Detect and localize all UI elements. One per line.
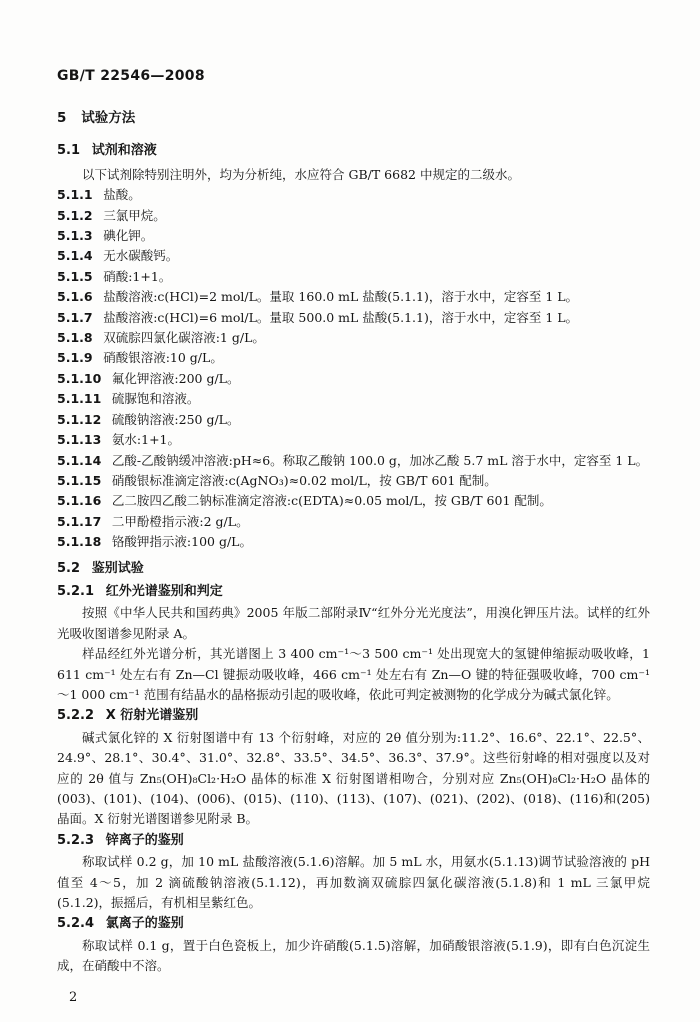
clause-5-1-12 [57, 410, 650, 430]
paragraph [57, 936, 650, 977]
clause-5-1-11 [57, 389, 650, 409]
paragraph-text: 盐酸溶液:c(HCl)=6 mol/L。量取 500.0 mL 盐酸(5.1.1)，溶于水中，定容至 1 L。 [103, 309, 579, 325]
clause-number: 5 [57, 110, 67, 126]
clause-5-1-16 [57, 491, 650, 511]
clause-5-1-2 [57, 206, 650, 226]
clause-title: 红外光谱鉴别和判定 [105, 583, 223, 599]
clause-number: 5.1.16 [57, 493, 102, 509]
paragraph-text: 二甲酚橙指示液:2 g/L。 [111, 513, 249, 529]
clause-number: 5.1.6 [57, 289, 93, 305]
clause-number: 5.1.11 [57, 391, 102, 407]
clause-5-1-1 [57, 185, 650, 205]
paragraph-text: 氟化钾溶液:200 g/L。 [111, 370, 240, 386]
clause-number: 5.1 [57, 143, 81, 159]
clause-title: 氯离子的鉴别 [105, 916, 184, 932]
clause-number: 5.1.17 [57, 513, 102, 529]
clause-5 [57, 108, 650, 128]
paragraph-text: 碱式氯化锌的 X 衍射图谱中有 13 个衍射峰，对应的 2θ 值分别为:11.2°、16.6°、22.1°、22.5°、24.9°、28.1°、30.4°、31.0°、32.8°、33.5°、34.5°、36.3°、37.9°。这些衍射峰的相对强度以及对应的 2θ 值与 Zn₅(OH)₈Cl₂·H₂O 晶体的标准 X 衍射图谱相吻合，分别对应 Zn₅(OH)₈Cl₂·H₂O 晶体的(003)、(101)、(104)、(006)、(015)、(110)、(113)、(107)、(021)、(202)、(018)、(116)和(205)晶面。X 衍射光谱图谱参见附录 B。 [57, 729, 650, 827]
clause-title: 鉴别试验 [91, 560, 144, 576]
clause-number: 5.2.3 [57, 832, 95, 848]
clause-number: 5.2 [57, 560, 81, 576]
page-number: 2 [69, 989, 78, 1005]
clause-title: 试验方法 [81, 110, 136, 126]
clause-number: 5.1.18 [57, 534, 102, 550]
paragraph-text: 乙酸-乙酸钠缓冲溶液:pH≈6。称取乙酸钠 100.0 g，加冰乙酸 5.7 mL 溶于水中，定容至 1 L。 [111, 452, 649, 468]
clause-number: 5.1.4 [57, 248, 93, 264]
paragraph [57, 603, 650, 644]
paragraph-text: 盐酸。 [103, 187, 141, 203]
clause-5-1-15 [57, 471, 650, 491]
paragraph [57, 728, 650, 830]
paragraph-text: 称取试样 0.1 g，置于白色瓷板上，加少许硝酸(5.1.5)溶解，加硝酸银溶液(5.1.9)，即有白色沉淀生成，在硝酸中不溶。 [57, 937, 650, 974]
clause-5-1-8 [57, 328, 650, 348]
paragraph-text: 硝酸银标准滴定溶液:c(AgNO₃)≈0.02 mol/L，按 GB/T 601 配制。 [111, 472, 497, 488]
clause-title: 试剂和溶液 [91, 143, 157, 159]
paragraph-text: 以下试剂除特别注明外，均为分析纯，水应符合 GB/T 6682 中规定的二级水。 [82, 166, 520, 182]
standard-code: GB/T 22546—2008 [57, 68, 205, 84]
content-blocks [57, 108, 650, 977]
clause-number: 5.1.14 [57, 452, 102, 468]
clause-number: 5.1.13 [57, 432, 102, 448]
paragraph-text: 碘化钾。 [103, 228, 154, 244]
clause-number: 5.1.1 [57, 187, 93, 203]
clause-number: 5.1.9 [57, 350, 93, 366]
clause-5-1-7 [57, 308, 650, 328]
paragraph-text: 硫脲饱和溶液。 [111, 391, 200, 407]
clause-title: X 衍射光谱鉴别 [105, 708, 199, 724]
clause-5-1-18 [57, 532, 650, 552]
clause-number: 5.1.10 [57, 370, 102, 386]
clause-5-1-17 [57, 512, 650, 532]
clause-5-1-3 [57, 226, 650, 246]
paragraph-text: 铬酸钾指示液:100 g/L。 [111, 534, 252, 550]
paragraph-text: 硝酸银溶液:10 g/L。 [103, 350, 223, 366]
paragraph-text: 硫酸钠溶液:250 g/L。 [111, 411, 240, 427]
clause-5-2-3 [57, 831, 650, 851]
clause-number: 5.2.1 [57, 583, 95, 599]
clause-5-2-1 [57, 582, 650, 602]
paragraph-text: 乙二胺四乙酸二钠标准滴定溶液:c(EDTA)≈0.05 mol/L，按 GB/T 601 配制。 [111, 493, 552, 509]
paragraph [57, 644, 650, 705]
clause-5-2-2 [57, 706, 650, 726]
clause-5-1-5 [57, 267, 650, 287]
clause-5-1-9 [57, 348, 650, 368]
clause-5-1-14 [57, 451, 650, 471]
clause-number: 5.2.4 [57, 916, 95, 932]
paragraph-text: 称取试样 0.2 g，加 10 mL 盐酸溶液(5.1.6)溶解。加 5 mL 水，用氨水(5.1.13)调节试验溶液的 pH 值至 4～5，加 2 滴硫酸钠溶液(5.1.12)，再加数滴双硫腙四氯化碳溶液(5.1.8)和 1 mL 三氯甲烷(5.1.2)，振摇后，有机相呈紫红色。 [57, 854, 650, 911]
paragraph-text: 三氯甲烷。 [103, 207, 166, 223]
clause-number: 5.1.3 [57, 228, 93, 244]
paragraph-text: 双硫腙四氯化碳溶液:1 g/L。 [103, 330, 265, 346]
paragraph-text: 氨水:1+1。 [111, 432, 181, 448]
clause-5-2 [57, 559, 650, 579]
clause-number: 5.1.7 [57, 309, 93, 325]
paragraph-text: 无水碳酸钙。 [103, 248, 179, 264]
clause-5-1-6 [57, 287, 650, 307]
paragraph-text: 按照《中华人民共和国药典》2005 年版二部附录Ⅳ“红外分光光度法”，用溴化钾压片法。试样的红外光吸收图谱参见附录 A。 [57, 605, 650, 641]
clause-number: 5.1.2 [57, 207, 93, 223]
clause-number: 5.1.15 [57, 472, 102, 488]
clause-5-1-4 [57, 246, 650, 266]
paragraph [57, 165, 650, 185]
clause-number: 5.1.8 [57, 330, 93, 346]
clause-5-2-4 [57, 914, 650, 934]
clause-number: 5.1.12 [57, 411, 102, 427]
clause-title: 锌离子的鉴别 [105, 832, 184, 848]
clause-number: 5.1.5 [57, 268, 93, 284]
clause-5-1-10 [57, 369, 650, 389]
paragraph-text: 样品经红外光谱分析，其光谱图上 3 400 cm⁻¹～3 500 cm⁻¹ 处出现宽大的氢键伸缩振动吸收峰，1 611 cm⁻¹ 处左右有 Zn—Cl 键振动吸收峰，466 cm⁻¹ 处左右有 Zn—O 键的特征强吸收峰，700 cm⁻¹～1 000 cm⁻¹ 范围有结晶水的晶格振动引起的吸收峰，依此可判定被测物的化学成分为碱式氯化锌。 [57, 646, 650, 702]
paragraph-text: 盐酸溶液:c(HCl)=2 mol/L。量取 160.0 mL 盐酸(5.1.1)，溶于水中，定容至 1 L。 [103, 289, 579, 305]
clause-5-1-13 [57, 430, 650, 450]
paragraph-text: 硝酸:1+1。 [103, 268, 172, 284]
clause-number: 5.2.2 [57, 708, 95, 724]
clause-5-1 [57, 141, 650, 161]
paragraph [57, 852, 650, 913]
